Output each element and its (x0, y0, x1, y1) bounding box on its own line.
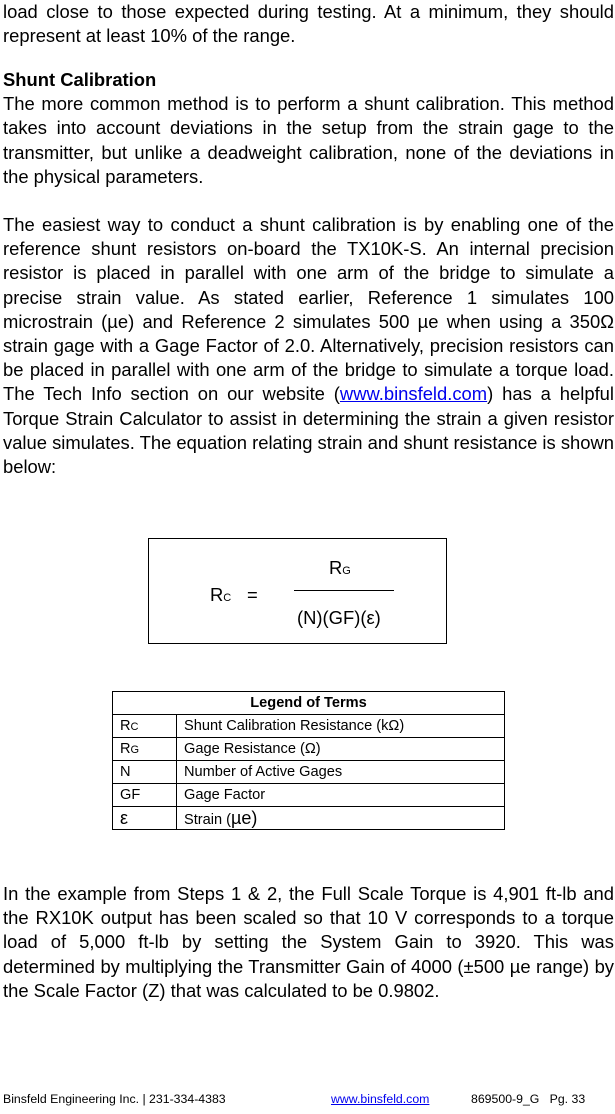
table-row (113, 784, 505, 807)
legend-of-terms-table (112, 691, 505, 830)
shunt-paragraph-2 (3, 213, 614, 479)
equation-numerator: RG (329, 557, 351, 578)
legend-symbol: N (113, 761, 177, 784)
equation-denominator: (N)(GF)(ε) (297, 607, 381, 628)
legend-description: Strain (µe) (177, 807, 505, 830)
shunt-paragraph-2-text-b: ) has a helpful Torque Strain Calculator to assist in determining the strain a given resistor value simulates. The equation relating strain and shunt resistance is shown below: (3, 383, 614, 478)
table-header-row (113, 692, 505, 715)
table-row (113, 807, 505, 830)
table-row (113, 761, 505, 784)
legend-description: Gage Factor (177, 784, 505, 807)
shunt-paragraph-1: The more common method is to perform a shunt calibration. This method takes into account deviations in the setup from the strain gage to the transmitter, but unlike a deadweight calibration, none of the deviations in the physical parameters. (3, 93, 614, 187)
website-link[interactable]: www.binsfeld.com (339, 383, 488, 405)
fraction-bar (294, 590, 394, 591)
legend-description: Gage Resistance (Ω) (177, 738, 505, 761)
legend-title: Legend of Terms (113, 692, 505, 715)
footer-docref: 869500-9_G Pg. 33 (471, 1092, 586, 1106)
legend-symbol: RG (113, 738, 177, 761)
shunt-equation-box (148, 538, 447, 644)
legend-description: Shunt Calibration Resistance (kΩ) (177, 715, 505, 738)
legend-description: Number of Active Gages (177, 761, 505, 784)
footer-company: Binsfeld Engineering Inc. | 231-334-4383 (3, 1092, 226, 1106)
legend-symbol: RC (113, 715, 177, 738)
legend-symbol: GF (113, 784, 177, 807)
shunt-section (3, 68, 614, 189)
table-row (113, 715, 505, 738)
table-row (113, 738, 505, 761)
equation-lhs: RC (210, 584, 232, 605)
section-heading-shunt-calibration: Shunt Calibration (3, 69, 157, 90)
footer-website-link[interactable]: www.binsfeld.com (331, 1092, 430, 1106)
intro-paragraph-end: load close to those expected during testing. At a minimum, they should represent at least 10% of the range. (3, 1, 614, 47)
equation-equals-sign: = (247, 584, 258, 605)
shunt-paragraph-2-text-a: The easiest way to conduct a shunt calibration is by enabling one of the reference shunt resistors on-board the TX10K-S. An internal precision resistor is placed in parallel with one arm of the bridge to simulate a precise strain value. As stated earlier, Reference 1 simulates 100 microstrain (µe) and Reference 2 simulates 500 µe when using a 350Ω strain gage with a Gage Factor of 2.0. Alternatively, precision resistors can be placed in parallel with one arm of the bridge to simulate a torque load. The Tech Info section on our website ( (3, 214, 614, 405)
example-paragraph: In the example from Steps 1 & 2, the Full Scale Torque is 4,901 ft-lb and the RX10K output has been scaled so that 10 V corresponds to a torque load of 5,000 ft-lb by setting the System Gain to 3920. This was determined by multiplying the Transmitter Gain of 4000 (±500 µe range) by the Scale Factor (Z) that was calculated to be 0.9802. (3, 883, 614, 1001)
legend-symbol: ε (113, 807, 177, 830)
